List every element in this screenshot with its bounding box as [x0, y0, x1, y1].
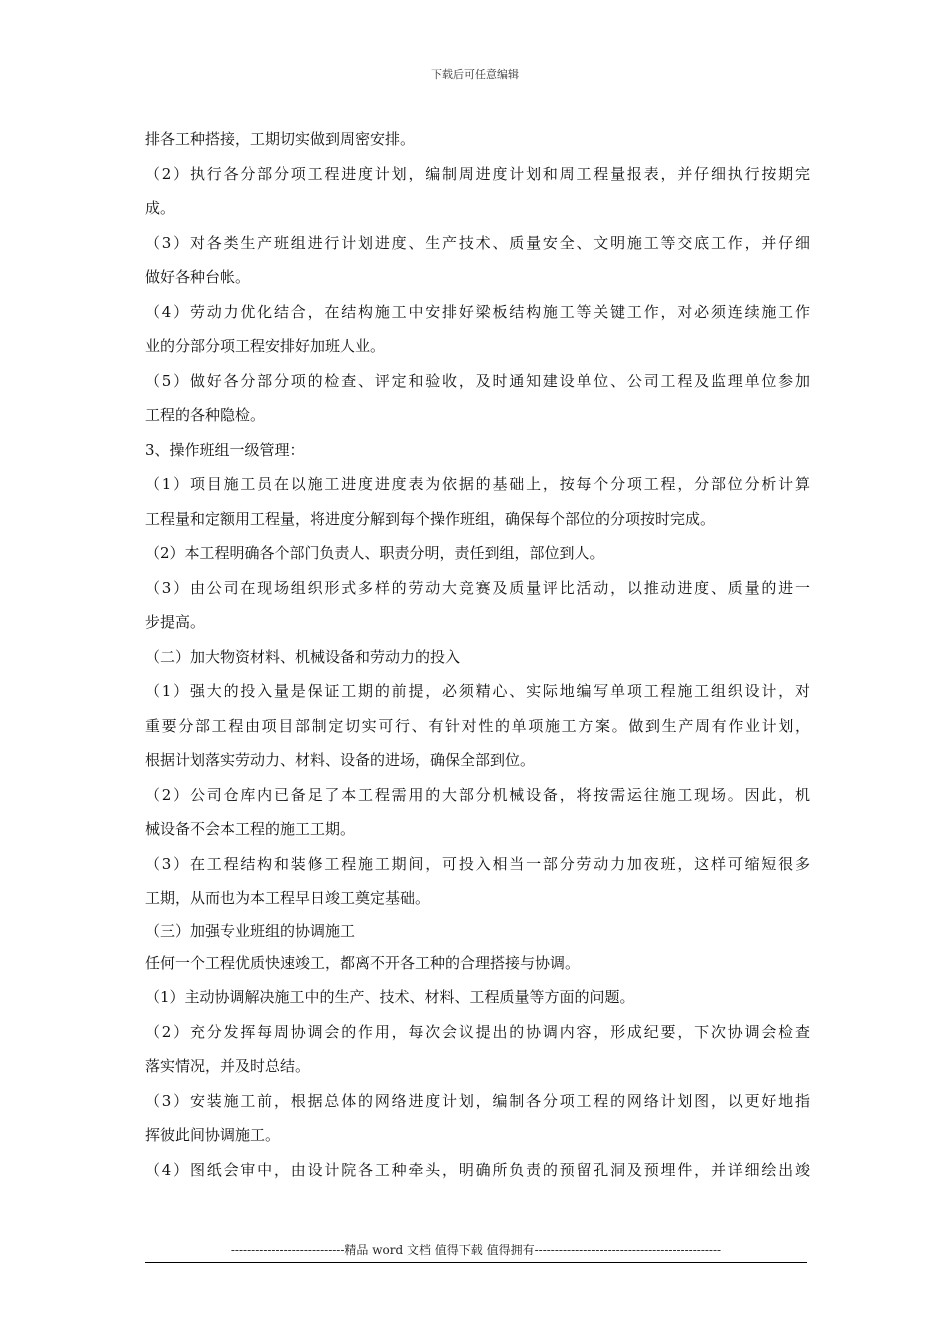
page-header: 下载后可任意编辑 — [431, 68, 519, 81]
text-line: （二）加大物资材料、机械设备和劳动力的投入 — [145, 647, 461, 666]
text-line: （3）对各类生产班组进行计划进度、生产技术、质量安全、文明施工等交底工作，并仔细 — [145, 233, 810, 252]
text-line: （4）图纸会审中，由设计院各工种牵头，明确所负责的预留孔洞及预埋件，并详细绘出竣 — [145, 1160, 810, 1179]
text-line: （4）劳动力优化结合，在结构施工中安排好梁板结构施工等关键工作，对必须连续施工作 — [145, 302, 810, 321]
text-line: （3）由公司在现场组织形式多样的劳动大竞赛及质量评比活动，以推动进度、质量的进一 — [145, 578, 810, 597]
text-line: 根据计划落实劳动力、材料、设备的进场，确保全部到位。 — [145, 751, 536, 769]
text-line: 步提高。 — [145, 613, 206, 631]
text-line: 成。 — [145, 199, 176, 217]
footer-text: ----------------------------精品 word 文档 值得下载 值得拥有---------------------------------------------- — [230, 1243, 722, 1257]
text-line: （1）强大的投入量是保证工期的前提，必须精心、实际地编写单项工程施工组织设计，对 — [145, 682, 810, 700]
page-footer — [145, 1240, 807, 1263]
footer-rule — [145, 1262, 807, 1263]
text-line: （3）在工程结构和装修工程施工期间，可投入相当一部分劳动力加夜班，这样可缩短很多 — [145, 854, 810, 873]
text-line: 械设备不会本工程的施工工期。 — [145, 820, 356, 838]
text-line: 3、操作班组一级管理： — [145, 440, 305, 459]
text-line: 工程的各种隐检。 — [145, 406, 266, 424]
text-line: 挥彼此间协调施工。 — [145, 1126, 281, 1144]
text-line: 排各工种搭接，工期切实做到周密安排。 — [145, 130, 416, 148]
text-line: （2）执行各分部分项工程进度计划，编制周进度计划和周工程量报表，并仔细执行按期完 — [145, 164, 810, 183]
text-line: 业的分部分项工程安排好加班人业。 — [145, 337, 386, 355]
text-line: （2）公司仓库内已备足了本工程需用的大部分机械设备，将按需运往施工现场。因此，机 — [145, 785, 810, 804]
text-line: （2）本工程明确各个部门负责人、职责分明，责任到组，部位到人。 — [145, 544, 605, 562]
text-line: （三）加强专业班组的协调施工 — [145, 921, 356, 940]
text-line: （2）充分发挥每周协调会的作用，每次会议提出的协调内容，形成纪要，下次协调会检查 — [145, 1022, 810, 1041]
text-line: 重要分部工程由项目部制定切实可行、有针对性的单项施工方案。做到生产周有作业计划， — [145, 716, 810, 735]
text-line: （1）主动协调解决施工中的生产、技术、材料、工程质量等方面的问题。 — [145, 988, 635, 1006]
document-body — [145, 122, 810, 1187]
text-line: （5）做好各分部分项的检查、评定和验收，及时通知建设单位、公司工程及监理单位参加 — [145, 371, 810, 390]
text-line: （3）安装施工前，根据总体的网络进度计划，编制各分项工程的网络计划图，以更好地指 — [145, 1091, 810, 1110]
text-line: （1）项目施工员在以施工进度进度表为依据的基础上，按每个分项工程，分部位分析计算 — [145, 475, 810, 493]
text-line: 做好各种台帐。 — [145, 268, 251, 286]
text-line: 任何一个工程优质快速竣工，都离不开各工种的合理搭接与协调。 — [145, 953, 581, 972]
text-line: 落实情况，并及时总结。 — [145, 1057, 311, 1075]
text-line: 工期，从而也为本工程早日竣工奠定基础。 — [145, 889, 431, 907]
text-line: 工程量和定额用工程量，将进度分解到每个操作班组，确保每个部位的分项按时完成。 — [145, 509, 716, 528]
